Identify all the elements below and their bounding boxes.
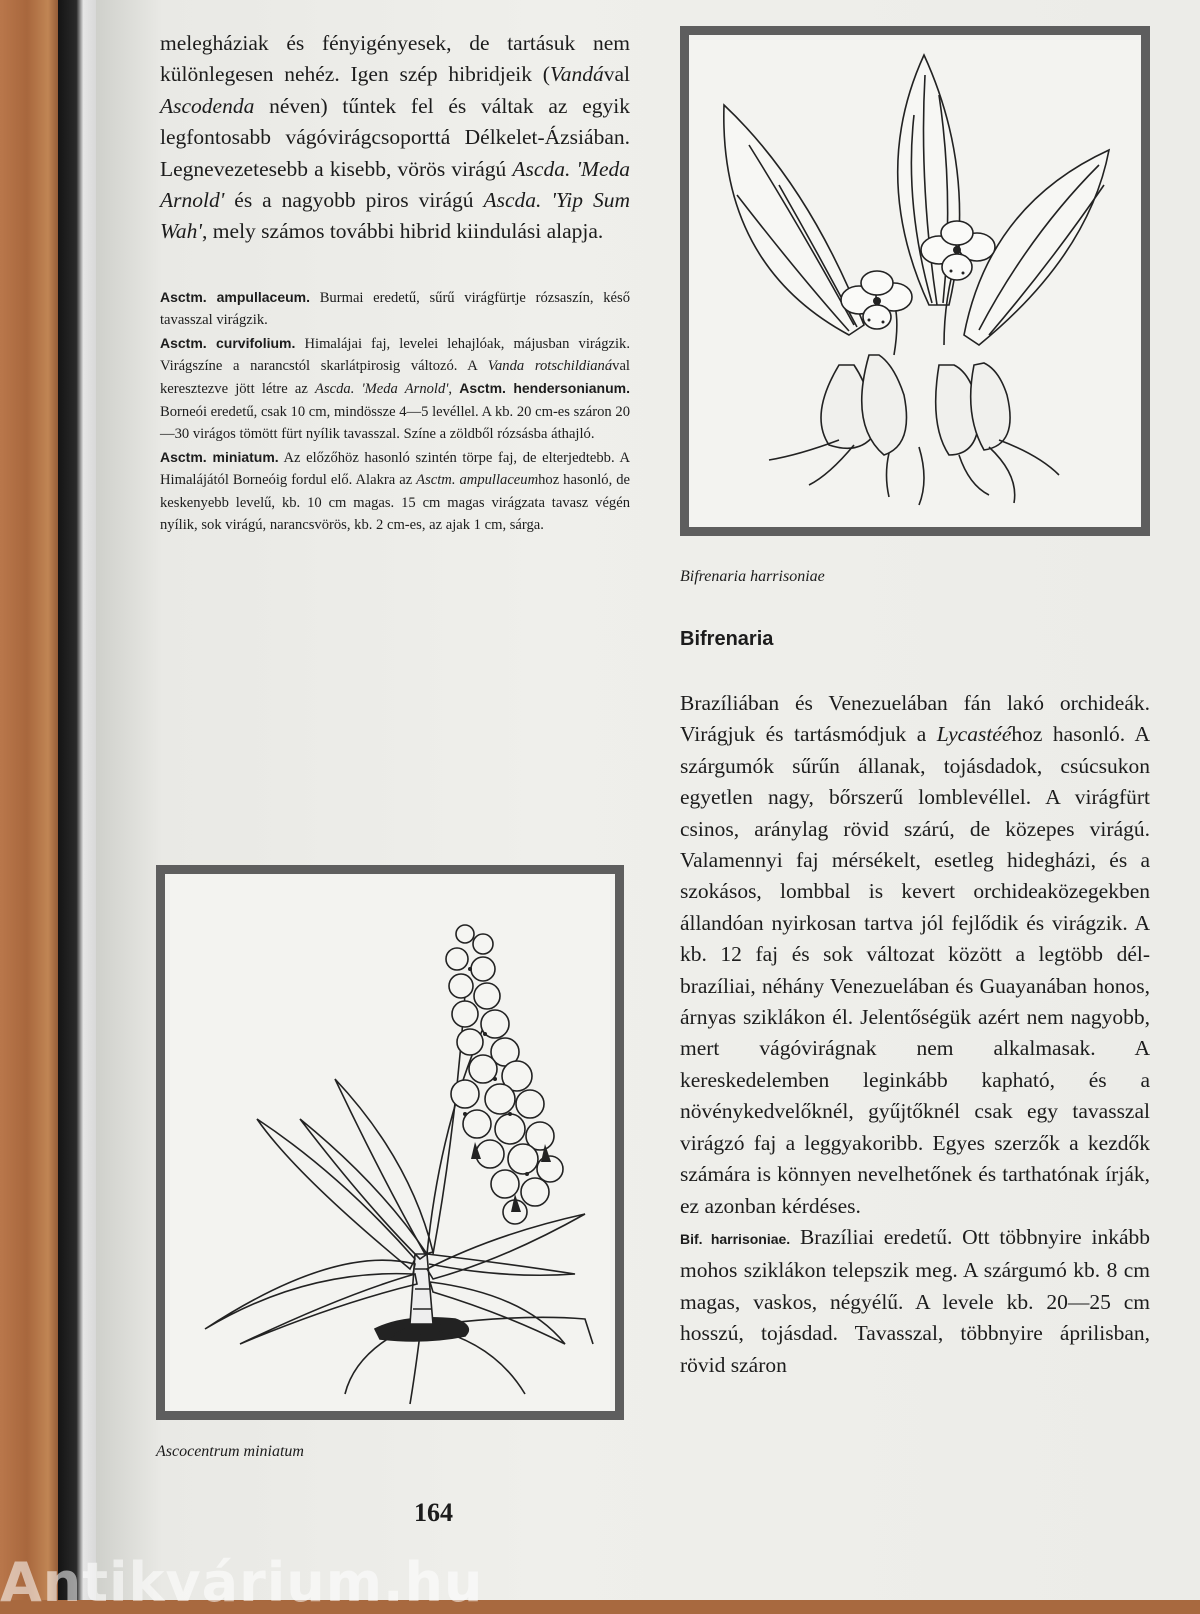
italic-term: Vanda rotschildianá (487, 358, 613, 375)
site-watermark: Antikvárium.hu (0, 1551, 484, 1614)
text-run: Borneói eredetű, csak 10 cm, mindössze 4—5 levéllel. A kb. 20 cm-es száron 20—30 virágos tömött fürt nyílik tavasszal. Színe a zöldből rózsásba áthajló. (160, 403, 630, 443)
bifrenaria-paragraph (680, 688, 1150, 1222)
italic-term: Ascda. 'Yip Sum Wah' (160, 188, 630, 244)
species-name: Asctm. curvifolium. (160, 334, 296, 351)
left-column (160, 28, 630, 536)
species-name: Asctm. ampullaceum. (160, 288, 310, 305)
ascocentrum-figure (156, 865, 624, 1420)
text-run: hoz hasonló, de keskenyebb levelű, kb. 10 cm magas. 15 cm magas virágzata tavasz végén nyílik, sok virágú, narancsvörös, kb. 2 cm-es, az ajak 1 cm, sárga. (160, 472, 630, 533)
text-run: val keresztezve jött létre az (160, 358, 630, 398)
text-run: Brazíliai eredetű. Ott többnyire inkább mohos sziklákon telepszik meg. A szárgumó kb. 8 cm magas, vaskos, négyélű. A levele kb. 20—25 cm hosszú, tojásdad. Tavasszal, többnyire áprilisban, rövid száron (680, 1224, 1150, 1377)
text-run: Burmai eredetű, sűrű virágfürtje rózsaszín, késő tavasszal virágzik. (160, 289, 630, 329)
species-entry-miniatum (160, 446, 630, 537)
text-run: Brazíliában és Venezuelában fán lakó orchideák. Virágjuk és tartásmódjuk a (680, 691, 1150, 747)
right-column (680, 688, 1150, 1381)
italic-term: Ascda. 'Meda Arnold' (160, 156, 630, 213)
italic-term: Asctm. ampullaceum (416, 472, 539, 489)
species-name: Asctm. hendersonianum. (459, 380, 630, 397)
bifrenaria-figure (680, 26, 1150, 536)
text-run: , mely számos további hibrid kiindulási alapja. (202, 219, 604, 244)
text-run: Az előzőhöz hasonló szintén törpe faj, de elterjedtebb. A Himalájától Borneóig fordul elő. Alakra az (160, 449, 630, 489)
species-list (160, 286, 630, 536)
text-run: val (603, 62, 630, 87)
ascocentrum-illustration (165, 874, 615, 1411)
italic-term: Lycastéé (936, 722, 1012, 747)
wooden-table-background (0, 0, 60, 1600)
bifrenaria-description (680, 688, 1150, 1381)
species-name: Asctm. miniatum. (160, 448, 279, 465)
intro-paragraph-text (160, 28, 630, 248)
page-number: 164 (414, 1498, 453, 1527)
species-entry-curvifolium (160, 332, 630, 446)
intro-paragraph (160, 28, 630, 248)
text-run: melegháziak és fényigényesek, de tartásuk nem különlegesen nehéz. Igen szép hibridjeik ( (160, 31, 630, 87)
italic-term: Vandá (549, 62, 604, 87)
bifrenaria-illustration (689, 35, 1141, 527)
bifrenaria-caption: Bifrenaria harrisoniae (680, 568, 825, 585)
text-run: néven) tűntek fel és váltak az egyik legfontosabb vágóvirágcsoporttá Délkelet-Ázsiában. Legnevezetesebb a kisebb, vörös virágú (160, 93, 630, 181)
species-entry-ampullaceum (160, 286, 630, 332)
text-run: Himalájai faj, levelei lehajlóak, májusban virágzik. Virágszíne a narancstól skarlátpirosig változó. A (160, 335, 630, 375)
text-run: és a nagyobb piros virágú (224, 188, 484, 213)
text-run: hoz hasonló. A szárgumók sűrűn állanak, tojásdadok, csúcsukon egyetlen nagy, bőrszerű lomblevéllel. A virágfürt csinos, aránylag rövid szárú, de közepes virágú. Valamennyi faj mérsékelt, esetleg hidegházi, és a szokásos, lombbal is kevert orchideaközegekben állandóan nyirkosan tartva jól fejlődik és virágzik. A kb. 12 faj és sok változat között a legtöbb dél-brazíliai, néhány Venezuelában és Guayanában honos, árnyas sziklákon él. Jelentőségük azért nem nagyobb, mert vágóvirágnak nem alkalmasak. A kereskedelemben leginkább kapható, és a növénykedvelőknél, gyűjtőknél csak egy tavasszal virágzó faj a leggyakoribb. Egyes szerzők a kezdők számára is könnyen nevelhetőnek és tarthatónak írják, ez azonban kérdéses. (680, 722, 1150, 1218)
book-page (96, 0, 1200, 1600)
species-name: Bif. harrisoniae. (680, 1230, 791, 1247)
section-heading-bifrenaria: Bifrenaria (680, 628, 774, 650)
text-run: , (448, 381, 460, 398)
species-entry-harrisoniae (680, 1222, 1150, 1381)
italic-term: Ascda. 'Meda Arnold' (315, 381, 449, 398)
ascocentrum-caption: Ascocentrum miniatum (156, 1443, 304, 1460)
italic-term: Ascodenda (160, 93, 255, 118)
